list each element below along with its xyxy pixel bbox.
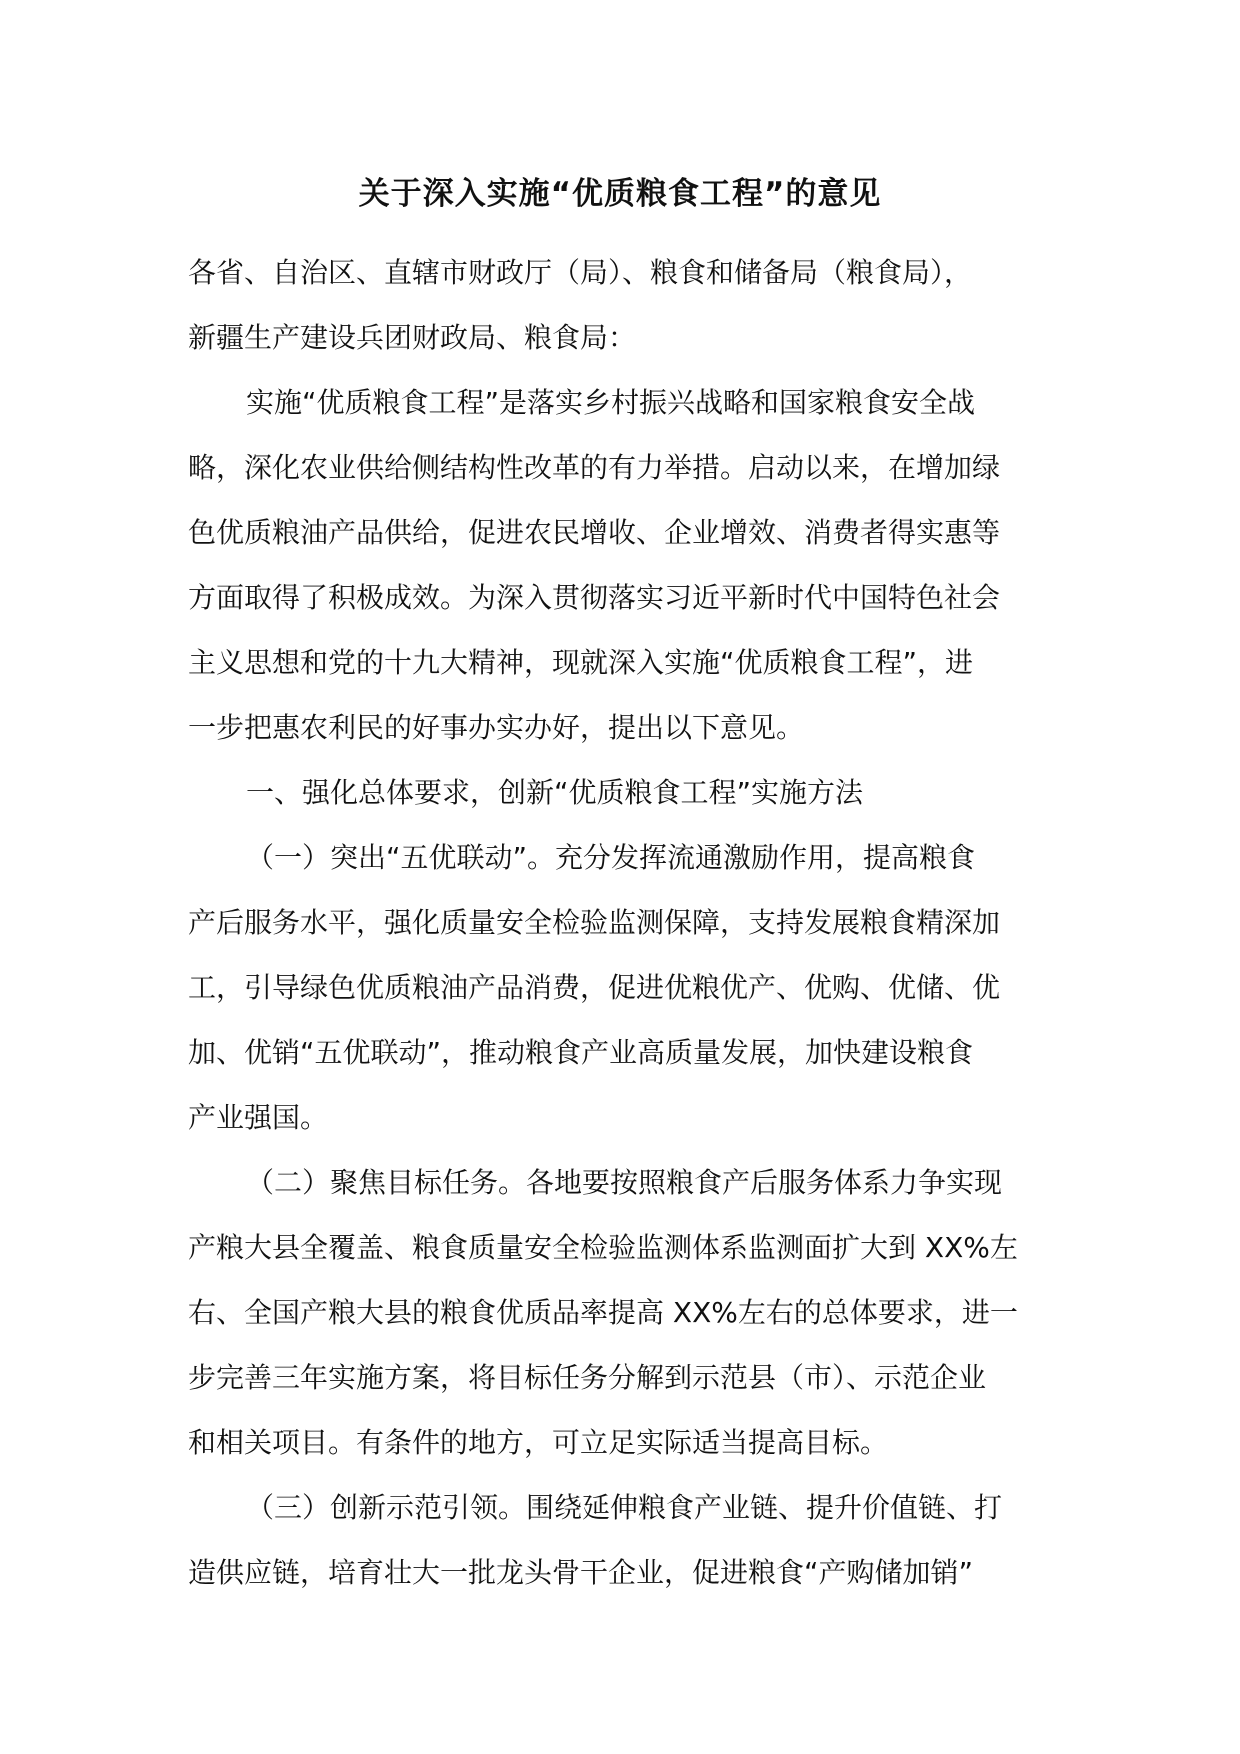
body-line: 新疆生产建设兵团财政局、粮食局：: [188, 321, 637, 354]
body-line: 产后服务水平，强化质量安全检验监测保障，支持发展粮食精深加: [188, 906, 1001, 939]
body-line: 和相关项目。有条件的地方，可立足实际适当提高目标。: [188, 1426, 889, 1459]
body-line: 步完善三年实施方案，将目标任务分解到示范县（市）、示范企业: [188, 1361, 987, 1394]
body-line: 造供应链，培育壮大一批龙头骨干企业，促进粮食“产购储加销”: [188, 1556, 974, 1589]
body-line: 方面取得了积极成效。为深入贯彻落实习近平新时代中国特色社会: [188, 581, 1001, 614]
document-title: 关于深入实施“优质粮食工程”的意见: [358, 176, 882, 212]
body-line: 右、全国产粮大县的粮食优质品率提高 XX%左右的总体要求，进一: [188, 1296, 1018, 1329]
body-line: 主义思想和党的十九大精神，现就深入实施“优质粮食工程”，进: [188, 646, 974, 679]
body-line: 色优质粮油产品供给，促进农民增收、企业增效、消费者得实惠等: [188, 516, 1001, 549]
body-line: （三）创新示范引领。围绕延伸粮食产业链、提升价值链、打: [246, 1491, 1003, 1524]
body-line: 产粮大县全覆盖、粮食质量安全检验监测体系监测面扩大到 XX%左: [188, 1231, 1018, 1264]
body-line: 一、强化总体要求，创新“优质粮食工程”实施方法: [246, 776, 864, 809]
body-line: （二）聚焦目标任务。各地要按照粮食产后服务体系力争实现: [246, 1166, 1003, 1199]
body-line: 产业强国。: [188, 1101, 329, 1134]
body-line: （一）突出“五优联动”。充分发挥流通激励作用，提高粮食: [246, 841, 976, 874]
body-line: 工，引导绿色优质粮油产品消费，促进优粮优产、优购、优储、优: [188, 971, 1001, 1004]
body-line: 加、优销“五优联动”，推动粮食产业高质量发展，加快建设粮食: [188, 1036, 974, 1069]
body-line: 一步把惠农利民的好事办实办好，提出以下意见。: [188, 711, 805, 744]
body-line: 略，深化农业供给侧结构性改革的有力举措。启动以来，在增加绿: [188, 451, 1001, 484]
document-body: [188, 240, 1058, 1605]
body-line: 各省、自治区、直辖市财政厅（局）、粮食和储备局（粮食局），: [188, 256, 973, 289]
body-line: 实施“优质粮食工程”是落实乡村振兴战略和国家粮食安全战: [246, 386, 976, 419]
